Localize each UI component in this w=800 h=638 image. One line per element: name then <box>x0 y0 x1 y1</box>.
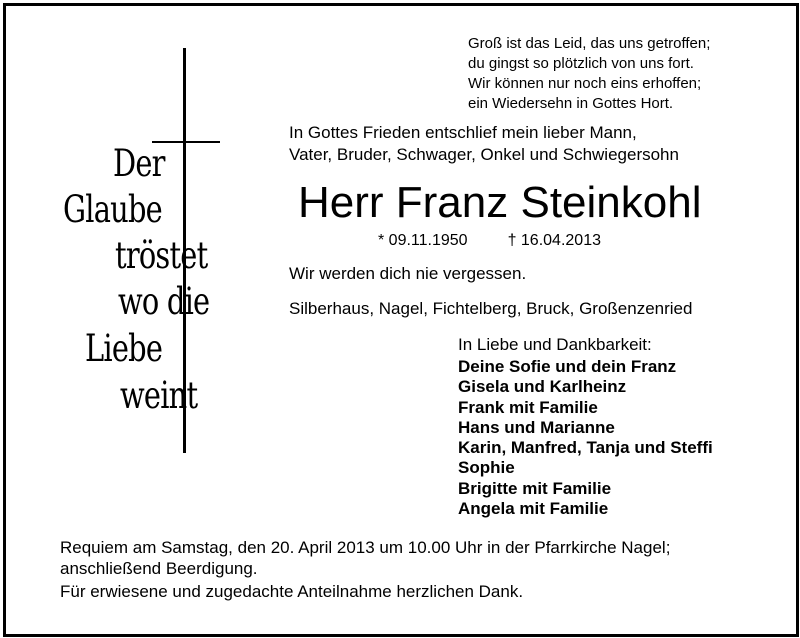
mourner-entry: Hans und Marianne <box>458 417 615 437</box>
requiem-notice <box>60 537 670 579</box>
deceased-name: Herr Franz Steinkohl <box>298 178 702 227</box>
intro-line: In Gottes Frieden entschlief mein lieber Mann, <box>289 123 637 142</box>
never-forget-text: Wir werden dich nie vergessen. <box>289 264 527 283</box>
mourners-list <box>458 357 713 519</box>
poem-line: ein Wiedersehn in Gottes Hort. <box>468 95 674 112</box>
quote-word: Liebe <box>85 327 163 370</box>
places-list: Silberhaus, Nagel, Fichtelberg, Bruck, Großenzenried <box>289 299 693 318</box>
mourner-entry: Frank mit Familie <box>458 397 598 417</box>
poem-line: Wir können nur noch eins erhoffen; <box>468 75 702 92</box>
quote-word: Der <box>113 142 165 185</box>
mourner-entry: Gisela und Karlheinz <box>458 377 627 397</box>
gratitude-text: Für erwiesene und zugedachte Anteilnahme herzlichen Dank. <box>60 582 524 601</box>
mourner-entry: Angela mit Familie <box>458 499 609 519</box>
quote-word: wo die <box>118 280 210 323</box>
quote-word: tröstet <box>115 234 208 277</box>
mourner-entry: Karin, Manfred, Tanja und Steffi <box>458 438 713 458</box>
mourner-entry: Sophie <box>458 458 515 478</box>
requiem-line: anschließend Beerdigung. <box>60 559 258 578</box>
faith-quote <box>55 140 225 417</box>
mourner-entry: Brigitte mit Familie <box>458 478 612 498</box>
intro-line: Vater, Bruder, Schwager, Onkel und Schwiegersohn <box>289 145 679 164</box>
memorial-poem <box>468 34 710 114</box>
requiem-line: Requiem am Samstag, den 20. April 2013 um 10.00 Uhr in der Pfarrkirche Nagel; <box>60 538 671 557</box>
poem-line: du gingst so plötzlich von uns fort. <box>468 55 694 72</box>
poem-line: Groß ist das Leid, das uns getroffen; <box>468 35 711 52</box>
intro-text <box>289 122 679 166</box>
birth-date: * 09.11.1950 <box>378 232 468 249</box>
quote-word: weint <box>120 374 198 417</box>
death-date: † 16.04.2013 <box>507 232 601 249</box>
thanks-heading: In Liebe und Dankbarkeit: <box>458 335 652 354</box>
quote-word: Glaube <box>63 188 162 231</box>
mourner-entry: Deine Sofie und dein Franz <box>458 357 677 376</box>
life-dates <box>378 230 601 252</box>
